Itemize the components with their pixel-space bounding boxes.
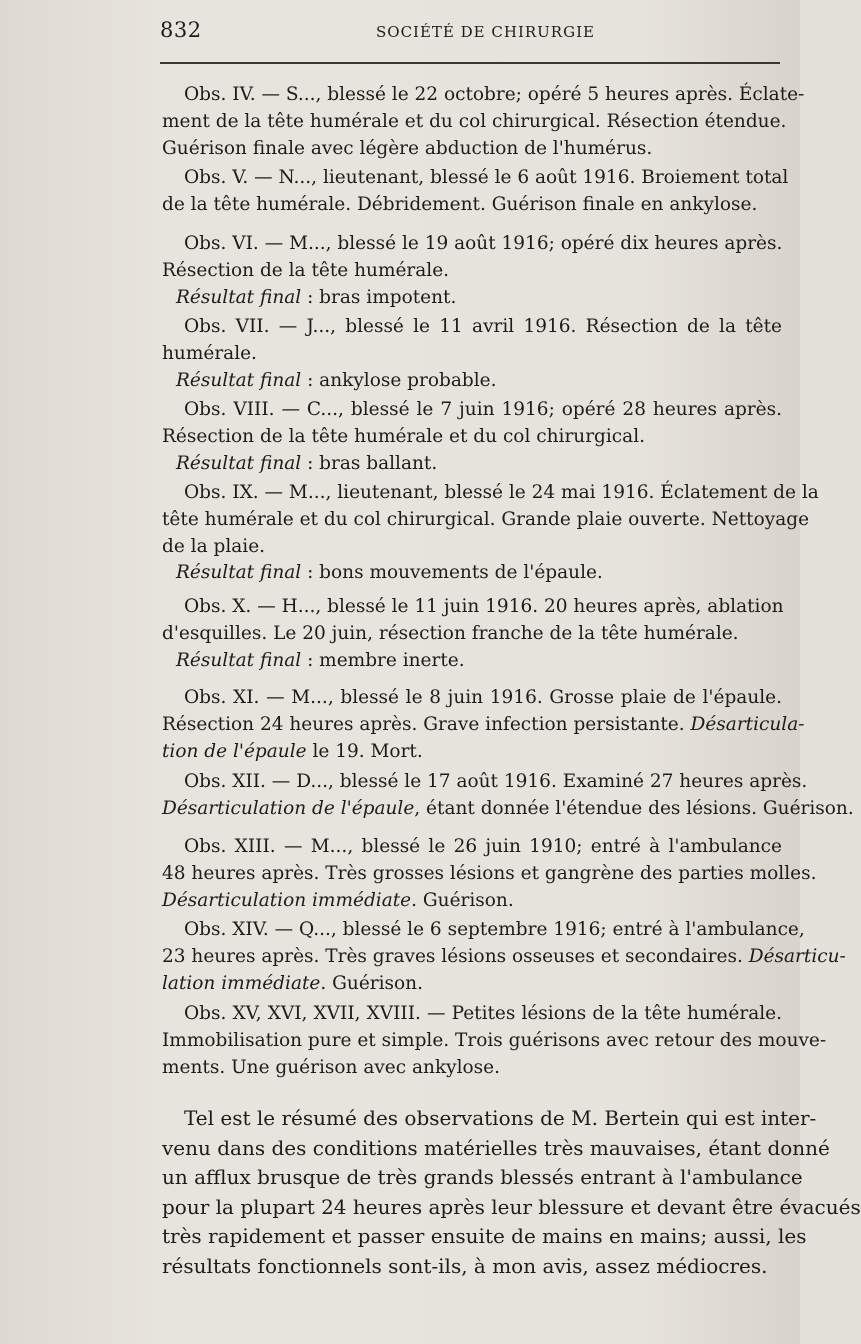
observation-line: Résection 24 heures après. Grave infection persistante. Désarticula-: [162, 713, 805, 735]
observation-line: Obs. X. — H..., blessé le 11 juin 1916. 20 heures après, ablation: [184, 596, 784, 617]
result-label: Résultat final: [176, 369, 302, 391]
observation-entry: [162, 685, 805, 765]
observation-line: Obs. XII. — D..., blessé le 17 août 1916. Examiné 27 heures après.: [184, 771, 808, 792]
observation-line: ment de la tête humérale et du col chirurgical. Résection étendue.: [162, 110, 787, 132]
observation-result: [162, 560, 782, 587]
observation-line: 48 heures après. Très grosses lésions et gangrène des parties molles.: [162, 862, 817, 884]
observation-line: ments. Une guérison avec ankylose.: [162, 1056, 500, 1078]
result-text: : bras ballant.: [301, 452, 438, 474]
observation-line: Immobilisation pure et simple. Trois guérisons avec retour des mouve-: [162, 1029, 827, 1051]
observation-line: Obs. VIII. — C..., blessé le 7 juin 1916; opéré 28 heures après.: [184, 399, 782, 420]
observation-line: Obs. XI. — M..., blessé le 8 juin 1916. Grosse plaie de l'épaule.: [184, 687, 782, 708]
observation-entry: [162, 480, 819, 587]
observation-line: Obs. VI. — M..., blessé le 19 août 1916; opéré dix heures après.: [184, 233, 783, 254]
result-text: : bras impotent.: [301, 286, 457, 308]
observation-line: Obs. XIII. — M..., blessé le 26 juin 1910; entré à l'ambulance: [184, 836, 782, 857]
result-text: : membre inerte.: [301, 649, 465, 671]
summary-line: très rapidement et passer ensuite de mains en mains; aussi, les: [162, 1224, 807, 1248]
observation-line: Obs. IX. — M..., lieutenant, blessé le 24 mai 1916. Éclatement de la: [184, 482, 819, 503]
observation-line: tête humérale et du col chirurgical. Grande plaie ouverte. Nettoyage: [162, 508, 810, 530]
summary-line: pour la plupart 24 heures après leur blessure et devant être évacués: [162, 1194, 861, 1219]
observation-line: 23 heures après. Très graves lésions osseuses et secondaires. Désarticu-: [162, 945, 846, 967]
header-rule: [160, 62, 780, 64]
observation-line: Résection de la tête humérale.: [162, 259, 450, 281]
page-header: [160, 18, 778, 46]
observation-line: d'esquilles. Le 20 juin, résection franche de la tête humérale.: [162, 622, 739, 644]
summary-line: venu dans des conditions matérielles très mauvaises, étant donné: [162, 1135, 830, 1160]
observation-line: tion de l'épaule le 19. Mort.: [162, 740, 423, 762]
result-text: : ankylose probable.: [301, 369, 497, 391]
observation-line: Guérison finale avec légère abduction de l'humérus.: [162, 137, 653, 159]
observation-result: [162, 368, 782, 395]
observation-entry: [162, 231, 782, 311]
observation-line: Résection de la tête humérale et du col chirurgical.: [162, 425, 645, 447]
observation-line: Obs. XIV. — Q..., blessé le 6 septembre 1916; entré à l'ambulance,: [184, 919, 805, 940]
observation-line: Obs. VII. — J..., blessé le 11 avril 1916. Résection de la tête: [184, 316, 782, 337]
observation-result: [162, 451, 782, 478]
observation-line: Obs. XV, XVI, XVII, XVIII. — Petites lésions de la tête humérale.: [184, 1003, 782, 1024]
observation-line: Désarticulation immédiate. Guérison.: [162, 889, 514, 911]
observation-result: [162, 285, 782, 312]
observation-entry: [162, 594, 782, 674]
observation-entry: [162, 1001, 827, 1081]
summary-line: résultats fonctionnels sont-ils, à mon avis, assez médiocres.: [162, 1253, 768, 1278]
observation-line: de la plaie.: [162, 535, 266, 557]
observation-entry: [162, 165, 789, 219]
result-label: Résultat final: [176, 452, 302, 474]
observation-line: Désarticulation de l'épaule, étant donnée l'étendue des lésions. Guérison.: [162, 797, 854, 819]
page-number: 832: [160, 18, 202, 42]
observation-entry: [162, 917, 846, 997]
running-head: SOCIÉTÉ DE CHIRURGIE: [376, 23, 595, 41]
observation-line: Obs. V. — N..., lieutenant, blessé le 6 août 1916. Broiement total: [184, 167, 789, 188]
summary-paragraph: [162, 1104, 861, 1281]
observation-line: Obs. IV. — S..., blessé le 22 octobre; opéré 5 heures après. Éclate-: [184, 84, 805, 105]
summary-line: Tel est le résumé des observations de M. Bertein qui est inter-: [184, 1106, 817, 1130]
observation-entry: [162, 314, 782, 394]
result-label: Résultat final: [176, 649, 302, 671]
observation-entry: [162, 82, 805, 162]
observation-entry: [162, 834, 817, 914]
observation-result: [162, 648, 782, 675]
result-text: : bons mouvements de l'épaule.: [301, 562, 603, 584]
observation-line: lation immédiate. Guérison.: [162, 972, 423, 994]
observation-entry: [162, 769, 854, 823]
observation-line: de la tête humérale. Débridement. Guérison finale en ankylose.: [162, 193, 758, 215]
result-label: Résultat final: [176, 286, 302, 308]
observation-line: humérale.: [162, 342, 257, 364]
observation-entry: [162, 397, 782, 477]
summary-line: un afflux brusque de très grands blessés entrant à l'ambulance: [162, 1165, 803, 1189]
result-label: Résultat final: [176, 562, 302, 584]
